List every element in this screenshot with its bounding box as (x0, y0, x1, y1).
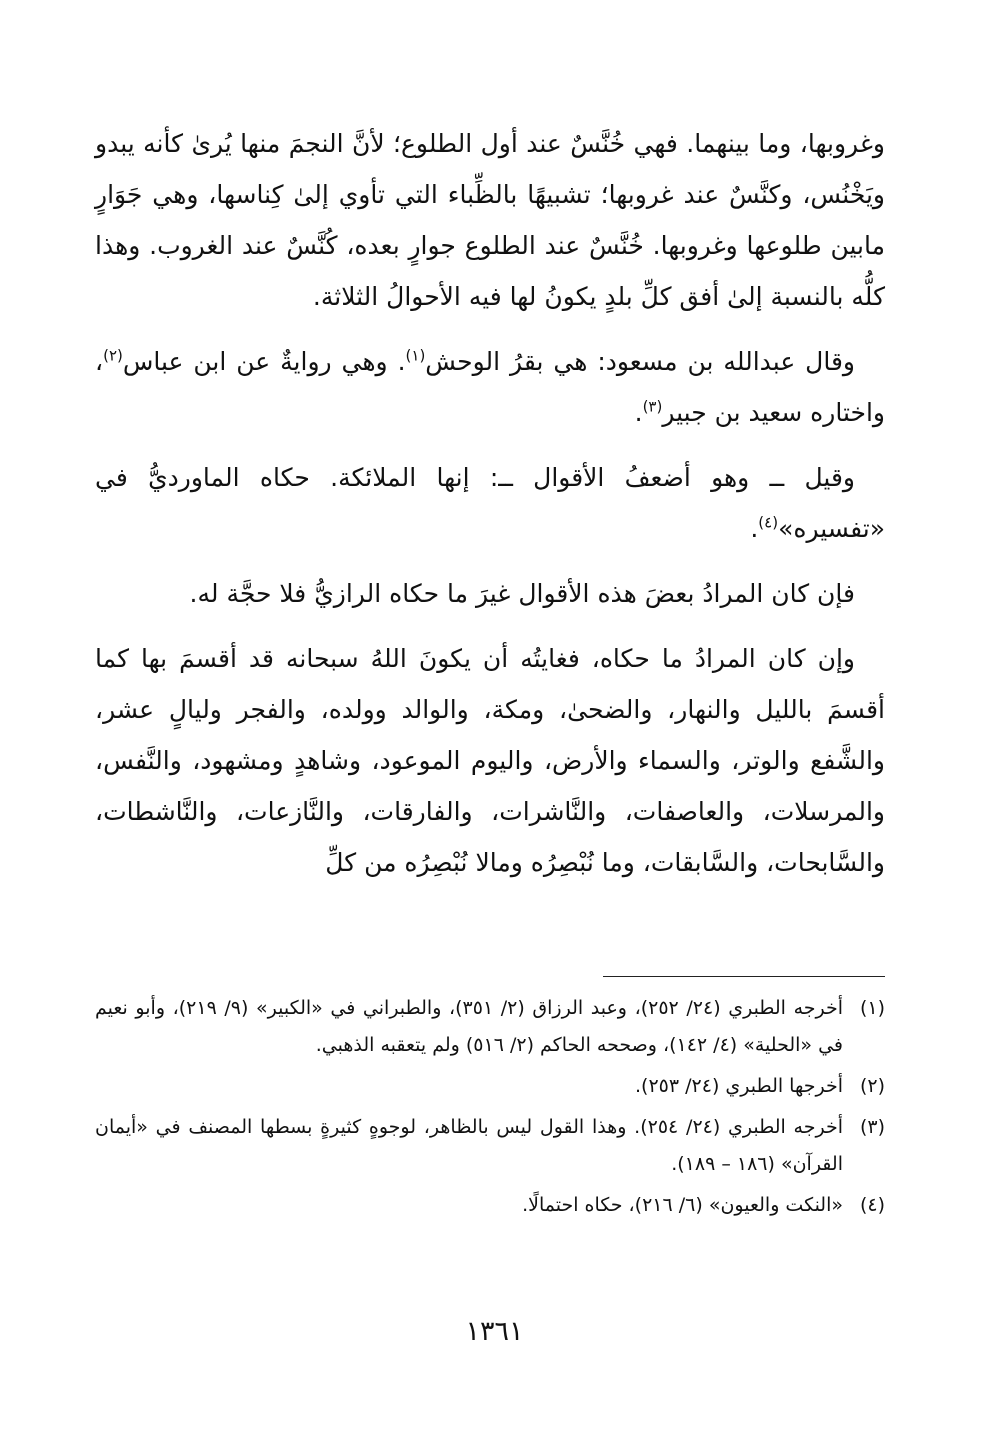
footnote-text: أخرجه الطبري (٢٤/ ٢٥٢)، وعبد الرزاق (٢/ ٣٥١)، والطبراني في «الكبير» (٩/ ٢١٩)، وأبو نعيم في «الحلية» (٤/ ١٤٢)، وصححه الحاكم (٢/ ٥١٦) ولم يتعقبه الذهبي. (95, 997, 844, 1056)
paragraph-2 (95, 336, 885, 438)
footnote-ref-4: (٤) (758, 513, 779, 532)
footnote-divider (603, 976, 885, 977)
page-number: ١٣٦١ (465, 1316, 524, 1347)
footnote-number: (١) (859, 997, 885, 1019)
footnote-1 (95, 990, 885, 1064)
footnote-2 (95, 1068, 885, 1105)
footnote-number: (٤) (859, 1194, 885, 1216)
paragraph-1: وغروبها، وما بينهما. فهي خُنَّسٌ عند أول الطلوع؛ لأنَّ النجمَ منها يُرىٰ كأنه يبدو ويَخْنُس، وكنَّسٌ عند غروبها؛ تشبيهًا بالظِّباء التي تأوي إلىٰ كِناسها، وهي جَوَارٍ مابين طلوعها وغروبها. خُنَّسٌ عند الطلوع جوارٍ بعده، كُنَّسٌ عند الغروب. وهذا كلُّه بالنسبة إلىٰ أفق كلِّ بلدٍ يكونُ لها فيه الأحوالُ الثلاثة. (95, 129, 885, 311)
paragraph-2-text-b: . وهي روايةٌ عن ابن عباس (122, 347, 406, 376)
footnote-3 (95, 1109, 885, 1183)
paragraph-4: فإن كان المرادُ بعضَ هذه الأقوال غيرَ ما حكاه الرازيُّ فلا حجَّة له. (189, 579, 855, 608)
paragraph-3 (95, 452, 885, 554)
paragraph-2-text-d: . (634, 398, 643, 427)
footnote-number: (٣) (859, 1116, 885, 1138)
paragraph-3-text-a: وقيل ــ وهو أضعفُ الأقوال ــ: إنها الملائكة. حكاه الماورديُّ في «تفسيره» (95, 463, 885, 543)
footnote-text: «النكت والعيون» (٦/ ٢١٦)، حكاه احتمالًا. (522, 1194, 843, 1216)
paragraph-3-text-b: . (750, 514, 759, 543)
paragraph-5: وإن كان المرادُ ما حكاه، فغايتُه أن يكونَ اللهُ سبحانه قد أقسمَ بها كما أقسمَ بالليل والنهار، والضحىٰ، ومكة، والوالد وولده، والفجر وليالٍ عشر، والشَّفع والوتر، والسماء والأرض، واليوم الموعود، وشاهدٍ ومشهود، والنَّفس، والمرسلات، والعاصفات، والنَّاشرات، والفارقات، والنَّازعات، والنَّاشطات، والسَّابحات، والسَّابقات، وما نُبْصِرُه ومالا نُبْصِرُه من كلِّ (95, 644, 885, 877)
footnote-ref-2: (٢) (103, 346, 123, 365)
footnote-ref-3: (٣) (642, 397, 663, 416)
footnotes (95, 990, 885, 1228)
footnote-4 (95, 1187, 885, 1224)
paragraph-2-text-a: وقال عبدالله بن مسعود: هي بقرُ الوحش (425, 347, 855, 376)
paragraph-2-text-c: ، واختاره سعيد بن جبير (95, 347, 885, 427)
main-text (95, 118, 885, 888)
footnote-text: أخرجه الطبري (٢٤/ ٢٥٤). وهذا القول ليس بالظاهر، لوجوهٍ كثيرةٍ بسطها المصنف في «أيمان القرآن» (١٨٦ – ١٨٩). (95, 1116, 843, 1175)
footnote-text: أخرجها الطبري (٢٤/ ٢٥٣). (635, 1075, 843, 1097)
footnote-ref-1: (١) (405, 346, 426, 365)
page-body (95, 118, 885, 902)
footnote-number: (٢) (859, 1075, 885, 1097)
